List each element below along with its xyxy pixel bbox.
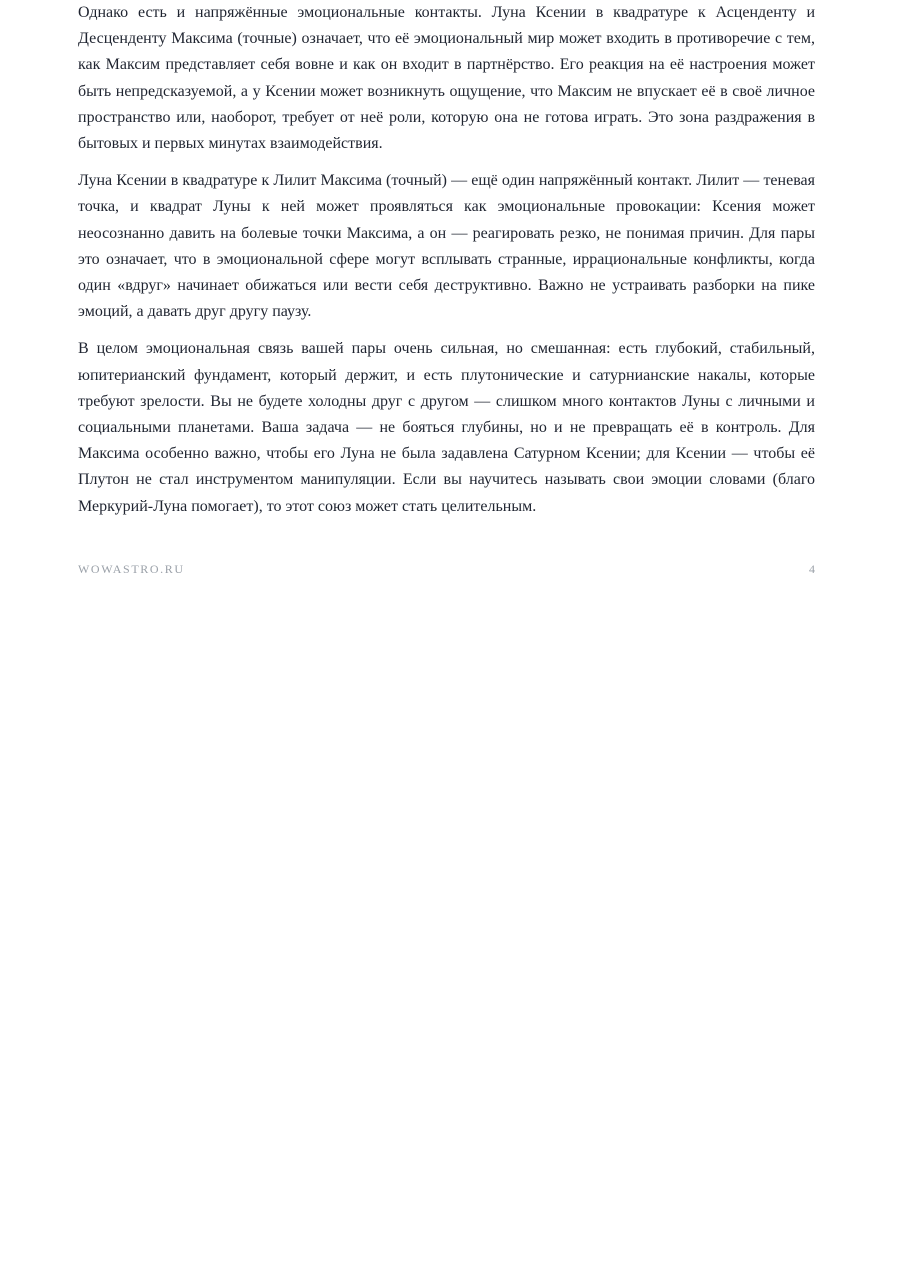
document-page (78, 0, 815, 531)
paragraph-moon-lilith: Луна Ксении в квадратуре к Лилит Максима (точный) — ещё один напряжённый контакт. Лилит — теневая точка, и квадрат Луны к ней может проявляться как эмоциональные провокации: Ксения может неосознанно давить на болевые точки Максима, а он — реагировать резко, не понимая причин. Для пары это означает, что в эмоциональной сфере могут всплывать странные, иррациональные конфликты, когда один «вдруг» начинает обижаться или вести себя деструктивно. Важно не устраивать разборки на пике эмоций, а давать друг другу паузу. (78, 172, 815, 321)
paragraph-summary: В целом эмоциональная связь вашей пары очень сильная, но смешанная: есть глубокий, стабильный, юпитерианский фундамент, который держит, и есть плутонические и сатурнианские накалы, которые требуют зрелости. Вы не будете холодны друг с другом — слишком много контактов Луны с личными и социальными планетами. Ваша задача — не бояться глубины, но и не превращать её в контроль. Для Максима особенно важно, чтобы его Луна не была задавлена Сатурном Ксении; для Ксении — чтобы её Плутон не стал инструментом манипуляции. Если вы научитесь называть свои эмоции словами (благо Меркурий-Луна помогает), то этот союз может стать целительным. (78, 340, 815, 515)
page-number: 4 (809, 562, 815, 576)
page-footer (78, 562, 815, 577)
paragraph-emotional-tension: Однако есть и напряжённые эмоциональные контакты. Луна Ксении в квадратуре к Асценденту и Десценденту Максима (точные) означает, что её эмоциональный мир может входить в противоречие с тем, как Максим представляет себя вовне и как он входит в партнёрство. Его реакция на её настроения может быть непредсказуемой, а у Ксении может возникнуть ощущение, что Максим не впускает её в своё личное пространство или, наоборот, требует от неё роли, которую она не готова играть. Это зона раздражения в бытовых и первых минутах взаимодействия. (78, 4, 815, 153)
footer-site-name: WOWASTRO.RU (78, 562, 185, 576)
